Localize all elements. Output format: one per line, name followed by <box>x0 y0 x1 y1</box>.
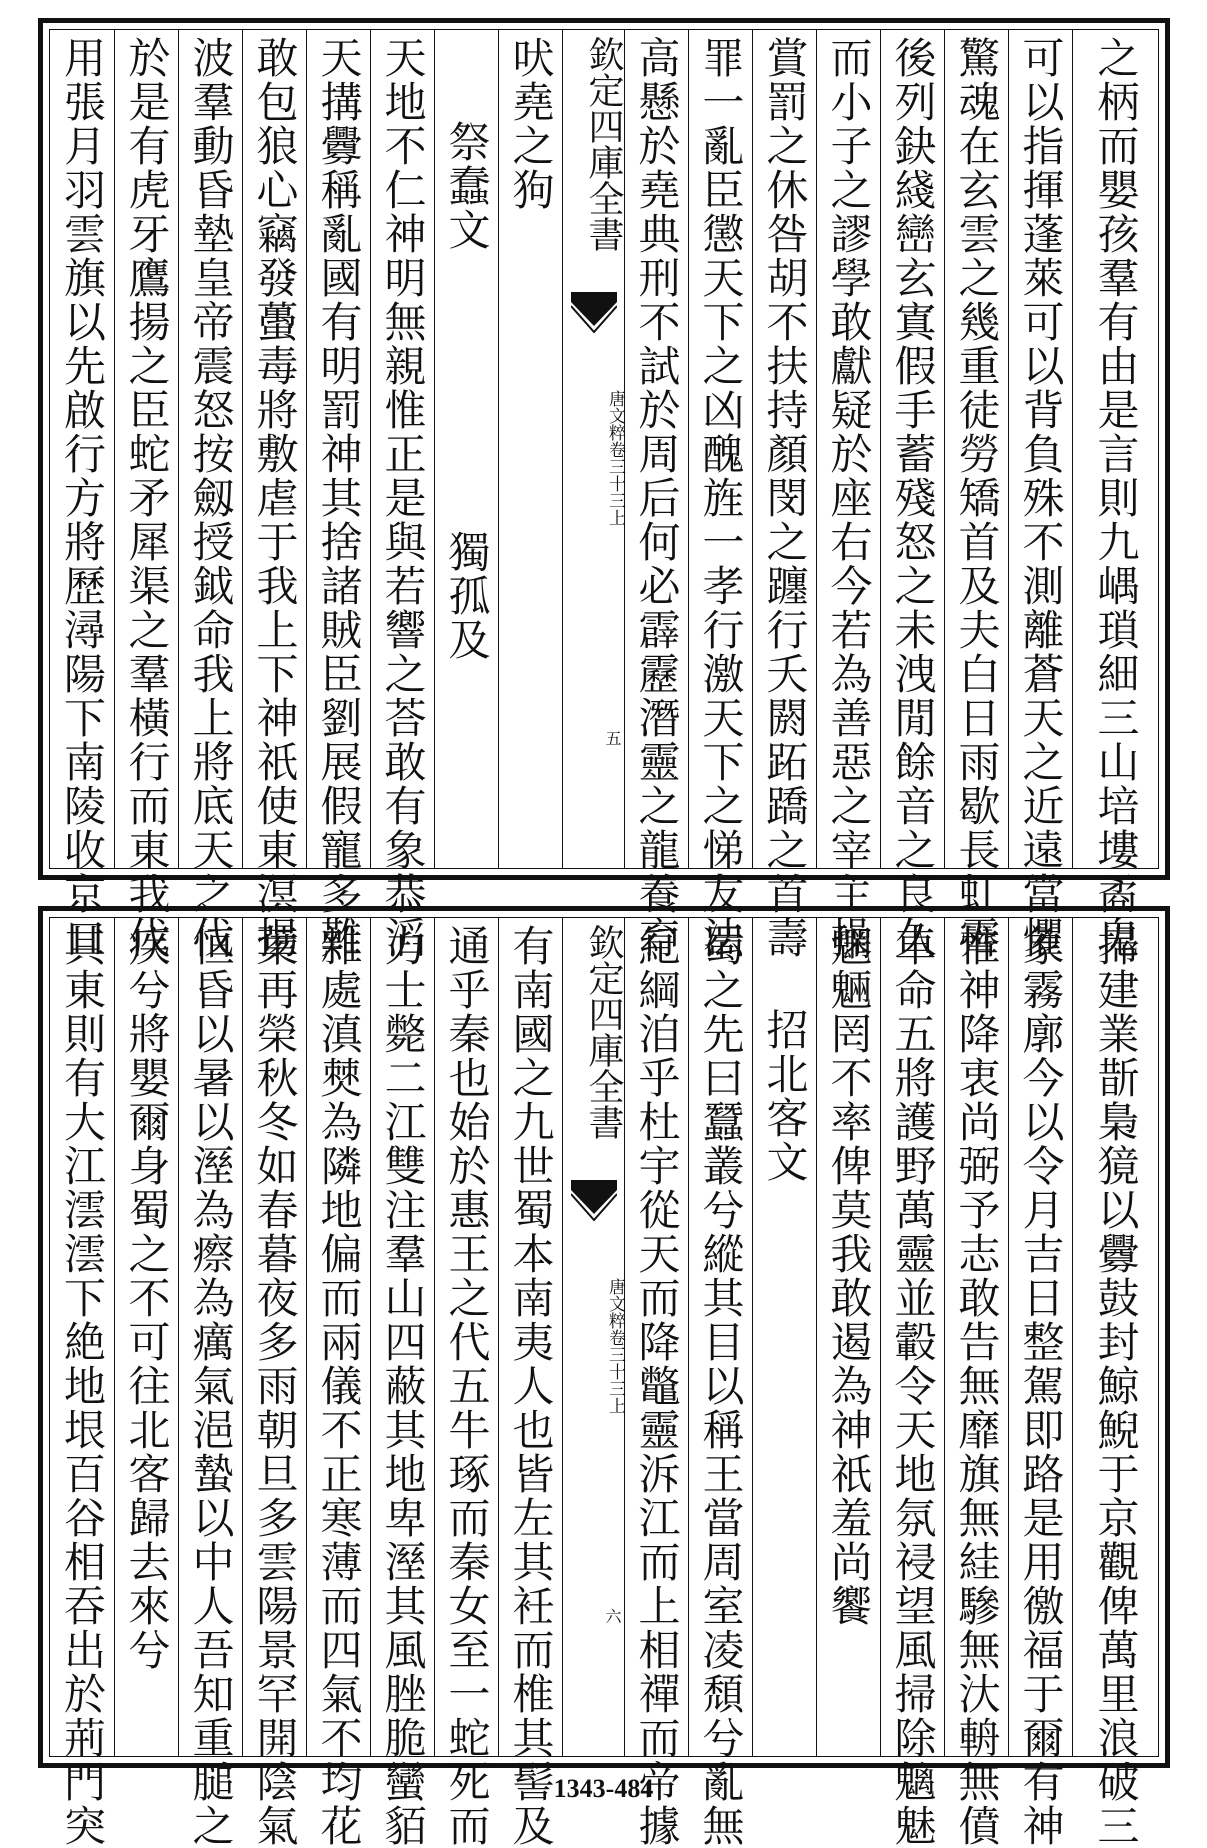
text-column <box>688 918 752 1848</box>
text-column <box>1008 918 1072 1848</box>
top-page-frame <box>38 18 1170 960</box>
series-title: 欽定四庫全書 <box>583 924 624 1140</box>
column-text: 波羣動昏墊皇帝震怒按劔授鉞命我上將底天之伐 <box>186 36 236 960</box>
page-number: 五 <box>603 730 622 746</box>
center-spine <box>562 918 624 1756</box>
section-title: 招北客文 <box>760 1008 810 1184</box>
page-number: 六 <box>603 1608 622 1624</box>
column-text: 而小子之謬學敢獻疑於座右今若為善惡之宰主操 <box>824 36 874 960</box>
book-title: 唐文粹 <box>605 390 625 441</box>
column-text: 雜處滇僰為隣地偏而兩儀不正寒薄而四氣不均花 <box>314 924 364 1848</box>
text-column <box>50 30 114 960</box>
text-column <box>434 918 498 1848</box>
column-text: 魍魎罔不率俾莫我敢遏為神祇羞尚饗 <box>824 924 874 1628</box>
text-column <box>242 30 306 960</box>
fish-tail-ornament <box>571 1180 617 1224</box>
column-text: 通乎秦也始於惠王之代五牛琢而秦女至一蛇死而 <box>442 924 492 1848</box>
text-column <box>752 918 816 1756</box>
column-text: 葉再榮秋冬如春暮夜多雨朝旦多雲陽景罕開陰氣 <box>250 924 300 1848</box>
column-text: 賞罰之休咎胡不扶持顏閔之躔行夭閼跖蹻之首壽 <box>760 36 810 960</box>
section-title: 祭蠢文 <box>442 120 492 252</box>
column-text: 象霧廓今以令月吉日整駕即路是用徼福于爾有神 <box>1016 924 1066 1848</box>
text-column <box>370 30 434 960</box>
text-column <box>1008 30 1072 960</box>
text-column <box>178 30 242 960</box>
text-column <box>880 30 944 960</box>
column-text: 疾兮將嬰爾身蜀之不可往北客歸去來兮 <box>122 924 172 1672</box>
text-column <box>752 30 816 960</box>
column-text: 罪一亂臣懲天下之凶醜旌一孝行激天下之悌友法 <box>696 36 746 960</box>
column-text: 於是有虎牙鷹揚之臣蛇矛犀渠之羣橫行而東我伐 <box>122 36 172 960</box>
column-text: 吠堯之狗 <box>506 36 556 212</box>
center-spine <box>562 30 624 868</box>
column-text: 掃建業斮梟獍以釁鼓封鯨鯢于京觀俾萬里浪破三 <box>1091 924 1141 1848</box>
text-column <box>944 30 1008 960</box>
text-column <box>1072 30 1158 960</box>
text-column <box>624 30 688 960</box>
text-column <box>688 30 752 960</box>
text-column <box>816 30 880 960</box>
volume-number: 卷三十三上 <box>605 441 625 526</box>
series-title: 欽定四庫全書 <box>583 36 624 252</box>
column-text: 有南國之九世蜀本南夷人也皆左其衽而椎其髻及 <box>506 924 556 1848</box>
text-column <box>178 918 242 1848</box>
text-column <box>114 918 178 1756</box>
column-text: 惟神降衷尚弼予志敢告無靡旗無絓驂無汏輈無僨 <box>952 924 1002 1848</box>
book-title: 唐文粹 <box>605 1278 625 1329</box>
column-text: 天地不仁神明無親惟正是與若響之荅敢有象恭滔 <box>378 36 428 960</box>
text-column <box>114 30 178 960</box>
text-column <box>370 918 434 1848</box>
column-text: 用張月羽雲旗以先啟行方將歷潯陽下南陵收京口 <box>58 36 107 960</box>
text-column <box>624 918 688 1848</box>
text-column <box>816 918 880 1756</box>
column-text: 力士斃二江雙注羣山四蔽其地卑溼其風脞脆蠻貊 <box>378 924 428 1848</box>
text-column <box>498 918 562 1848</box>
fish-tail-ornament <box>571 292 617 336</box>
column-text: 之柄而嬰孩羣有由是言則九嵎瑣細三山培塿矞鬼 <box>1091 36 1141 960</box>
text-column <box>306 30 370 960</box>
text-column <box>242 918 306 1848</box>
column-text: 驚魂在玄雲之幾重徒勞矯首及夫白日雨歇長虹霽 <box>952 36 1002 960</box>
text-column <box>434 30 498 868</box>
column-text: 高懸於堯典刑不試於周后何必霹靂潛靈之龍養育 <box>632 36 682 960</box>
column-text: 其東則有大江澐澐下絶地垠百谷相吞出於荊門突 <box>58 924 107 1848</box>
text-column <box>498 30 562 868</box>
volume-label <box>563 390 624 526</box>
column-text: 敢包狼心竊發蠆毒將敷虐于我上下神祇使東溟揚 <box>250 36 300 960</box>
text-column <box>1072 918 1158 1848</box>
column-text: 可以指揮蓬萊可以背負殊不測離蒼天之近遠當懼 <box>1016 36 1066 960</box>
text-column <box>306 918 370 1848</box>
text-column <box>50 918 114 1848</box>
column-text: 恒昏以暑以溼為瘵為癘氣浥蟄以中人吾知重膇之 <box>186 924 236 1848</box>
volume-label <box>563 1278 624 1414</box>
text-column <box>944 918 1008 1848</box>
footer-page-id: 1343-484 <box>553 1774 654 1803</box>
column-text: 後列鈌綫巒玄寘假手蓄殘怒之未洩閒餘音之良久 <box>888 36 938 960</box>
column-text: 紀綱洎乎杜宇從天而降鼈靈泝江而上相禪而帝據 <box>632 924 682 1848</box>
column-text: 蜀之先曰蠶叢兮縱其目以稱王當周室凌頹兮亂無 <box>696 924 746 1848</box>
column-text: 車命五將護野萬靈並轂令天地氛祲望風掃除魑魅 <box>888 924 938 1848</box>
top-page-inner-frame <box>49 29 1159 960</box>
column-text: 天搆釁稱亂國有明罰神其捨諸賊臣劉展假寵多難 <box>314 36 364 960</box>
volume-number: 卷三十三上 <box>605 1329 625 1414</box>
text-column <box>880 918 944 1848</box>
author-name: 獨孤及 <box>442 530 492 662</box>
